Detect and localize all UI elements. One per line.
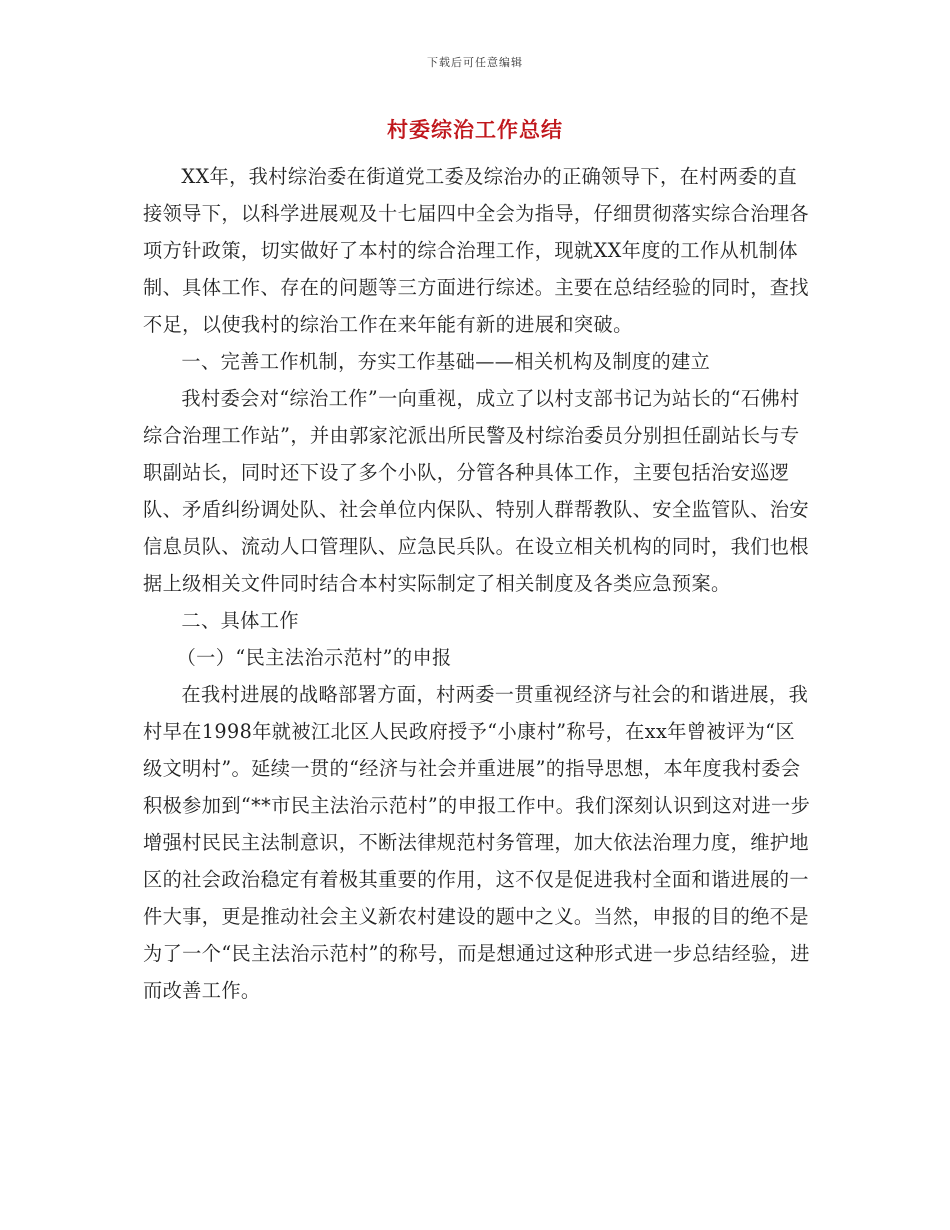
section-heading-2: 二、具体工作: [181, 609, 299, 632]
subsection-heading-1: （一）“民主法治示范村”的申报: [176, 646, 452, 669]
document-body: [143, 158, 811, 1009]
header-note: 下载后可任意编辑: [427, 56, 523, 69]
paragraph-application: 在我村进展的战略部署方面，村两委一贯重视经济与社会的和谐进展，我村早在1998年就被江北区人民政府授予“小康村”称号，在xx年曾被评为“区级文明村”。延续一贯的“经济与社会并重进展”的指导思想，本年度我村委会积极参加到“**市民主法治示范村”的申报工作中。我们深刻认识到这对进一步增强村民民主法制意识，不断法律规范村务管理，加大依法治理力度，维护地区的社会政治稳定有着极其重要的作用，这不仅是促进我村全面和谐进展的一件大事，更是推动社会主义新农村建设的题中之义。当然，申报的目的绝不是为了一个“民主法治示范村”的称号，而是想通过这种形式进一步总结经验，进而改善工作。: [143, 683, 811, 1002]
paragraph-mechanism: 我村委会对“综治工作”一向重视，成立了以村支部书记为站长的“石佛村综合治理工作站”，并由郭家沱派出所民警及村综治委员分别担任副站长与专职副站长，同时还下设了多个小队，分管各种具体工作，主要包括治安巡逻队、矛盾纠纷调处队、社会单位内保队、特别人群帮教队、安全监管队、治安信息员队、流动人口管理队、应急民兵队。在设立相关机构的同时，我们也根据上级相关文件同时结合本村实际制定了相关制度及各类应急预案。: [143, 387, 809, 595]
section-heading-1: 一、完善工作机制，夯实工作基础——相关机构及制度的建立: [181, 350, 711, 373]
document-title: 村委综治工作总结: [387, 118, 563, 142]
paragraph-intro: XX年，我村综治委在街道党工委及综治办的正确领导下，在村两委的直接领导下，以科学进展观及十七届四中全会为指导，仔细贯彻落实综合治理各项方针政策，切实做好了本村的综合治理工作，现就XX年度的工作从机制体制、具体工作、存在的问题等三方面进行综述。主要在总结经验的同时，查找不足，以使我村的综治工作在来年能有新的进展和突破。: [143, 165, 809, 336]
